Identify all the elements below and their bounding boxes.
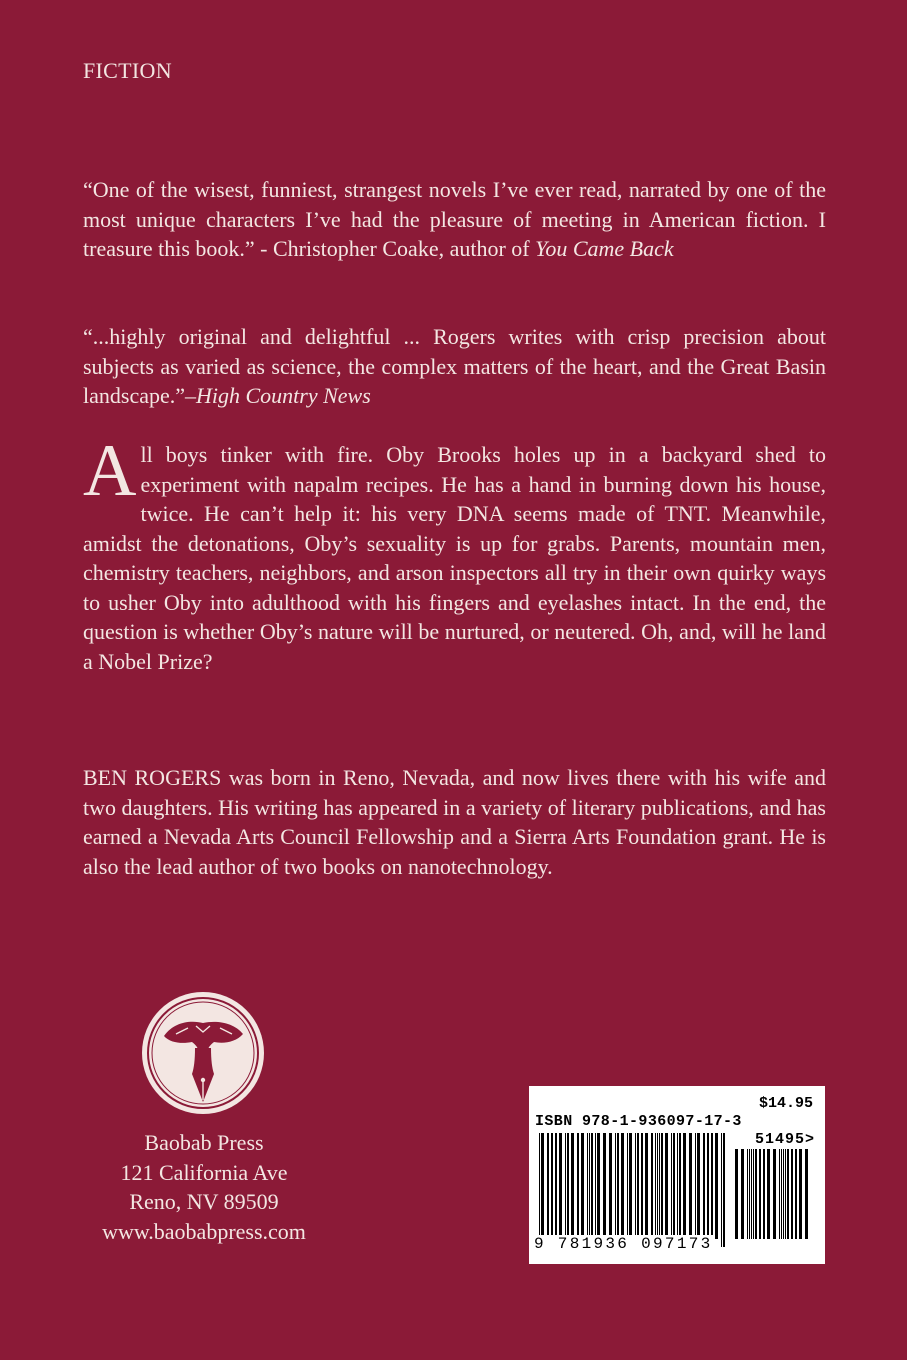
barcode-bar [659, 1133, 660, 1239]
barcode-bar [795, 1149, 797, 1239]
barcode-bar [799, 1149, 802, 1239]
barcode-bar [539, 1133, 540, 1247]
review-quote-coake [83, 175, 826, 264]
barcode-bar [791, 1149, 793, 1239]
barcode-bar [711, 1133, 713, 1239]
barcode-bar [671, 1133, 672, 1239]
barcode-bar [603, 1133, 606, 1239]
baobab-tree-pen-nib-icon [140, 990, 266, 1116]
barcode-bar [589, 1133, 590, 1239]
barcode-bar [577, 1133, 579, 1239]
barcode-bar [707, 1133, 709, 1239]
barcode-bar [787, 1149, 789, 1239]
barcode-bar [547, 1133, 549, 1239]
barcode-bar [697, 1133, 700, 1239]
barcode-bar [595, 1133, 596, 1239]
barcode-bar [635, 1133, 636, 1247]
barcode-bar [689, 1133, 692, 1239]
barcode-bar [651, 1133, 653, 1239]
barcode-bar [657, 1133, 658, 1239]
publisher-website[interactable]: www.baobabpress.com [102, 1218, 306, 1244]
genre-label: FICTION [83, 58, 172, 83]
barcode-bar [551, 1133, 553, 1239]
quote-source-title: You Came Back [535, 236, 674, 261]
barcode-bar [609, 1133, 612, 1239]
quote-source-title: High Country News [196, 383, 371, 408]
barcode-bar [683, 1133, 686, 1239]
barcode-bar [559, 1133, 562, 1239]
barcode-bar [783, 1149, 784, 1239]
barcode-bar [779, 1149, 780, 1239]
barcode-bar [627, 1133, 628, 1239]
barcode-bar [615, 1133, 616, 1239]
barcode-bar [763, 1149, 765, 1239]
barcode-bar [621, 1133, 624, 1239]
addon-code-label: 51495> [754, 1131, 815, 1148]
isbn-label: ISBN 978-1-936097-17-3 [535, 1113, 742, 1130]
barcode-bar [617, 1133, 619, 1239]
isbn-barcode [529, 1086, 825, 1264]
barcode-bar [665, 1133, 668, 1239]
barcode-bar [565, 1133, 566, 1239]
barcode-bar [781, 1149, 782, 1239]
barcode-bar [597, 1133, 600, 1239]
barcode-bar [723, 1133, 725, 1247]
barcode-bar [679, 1133, 681, 1239]
barcode-bar [581, 1133, 584, 1239]
barcode-bar [587, 1133, 588, 1239]
barcode-bar [703, 1133, 705, 1239]
publisher-name: Baobab Press [144, 1130, 264, 1155]
barcode-bar [677, 1133, 678, 1239]
barcode-bar [721, 1133, 722, 1247]
barcode-bar [747, 1149, 748, 1239]
review-quote-hcn [83, 322, 826, 411]
barcode-bar [695, 1133, 696, 1239]
addon-barcode-bars [733, 1149, 813, 1247]
barcode-bar [751, 1149, 752, 1239]
barcode-bar [555, 1133, 557, 1239]
barcode-bar [591, 1133, 593, 1239]
price-label: $14.95 [758, 1095, 813, 1112]
barcode-bar [661, 1133, 663, 1239]
drop-cap: A [83, 430, 137, 512]
barcode-bar [749, 1149, 750, 1239]
barcode-bar [567, 1133, 569, 1239]
publisher-city: Reno, NV 89509 [129, 1189, 279, 1214]
barcode-bar [571, 1133, 574, 1239]
barcode-bar [645, 1133, 648, 1239]
barcode-bar [759, 1149, 761, 1239]
barcode-bar [785, 1149, 786, 1239]
publisher-street: 121 California Ave [120, 1159, 288, 1185]
barcode-bar [741, 1149, 744, 1239]
barcode-bar [629, 1133, 632, 1247]
quote-text: “One of the wisest, funniest, strangest novels I’ve ever read, narrated by one of the most unique characters I’ve had the pleasure of meeting in American fiction. I treasure this book.” - Christopher Coake, author of [83, 177, 826, 261]
book-blurb [83, 430, 826, 676]
ean-barcode-bars [537, 1133, 727, 1247]
barcode-bar [773, 1149, 776, 1239]
barcode-bar [641, 1133, 643, 1239]
barcode-bar [637, 1133, 639, 1239]
barcode-bar [715, 1133, 718, 1239]
blurb-text: ll boys tinker with fire. Oby Brooks holes up in a backyard shed to experiment with napalm recipes. He has a hand in burning down his house, twice. He can’t help it: his very DNA seems made of TNT. Meanwhile, amidst the detonations, Oby’s sexuality is up for grabs. Parents, mountain men, chemistry teachers, neighbors, and arson inspectors all try in their own quirky ways to usher Oby into adulthood with his fingers and eyelashes intact. In the end, the question is whether Oby’s nature will be nurtured, or neutered. Oh, and, will he land a Nobel Prize? [83, 442, 826, 674]
barcode-bar [753, 1149, 754, 1239]
barcode-bar [755, 1149, 757, 1239]
barcode-bar [673, 1133, 675, 1239]
barcode-bar [541, 1133, 544, 1247]
barcode-bar [735, 1149, 738, 1239]
barcode-bar [805, 1149, 808, 1239]
author-bio: BEN ROGERS was born in Reno, Nevada, and now lives there with his wife and two daughters. His writing has appeared in a variety of literary publications, and has earned a Nevada Arts Council Fellowship and a Sierra Arts Foundation grant. He is also the lead author of two books on nanotechnology. [83, 765, 826, 879]
barcode-bar [655, 1133, 656, 1239]
ean-digits: 9 781936 097173 [534, 1235, 713, 1253]
barcode-bar [767, 1149, 770, 1239]
publisher-address [83, 1128, 325, 1246]
quote-text: “...highly original and delightful ... Rogers writes with crisp precision about subjects as varied as science, the complex matters of the heart, and the Great Basin landscape.”– [83, 324, 826, 408]
